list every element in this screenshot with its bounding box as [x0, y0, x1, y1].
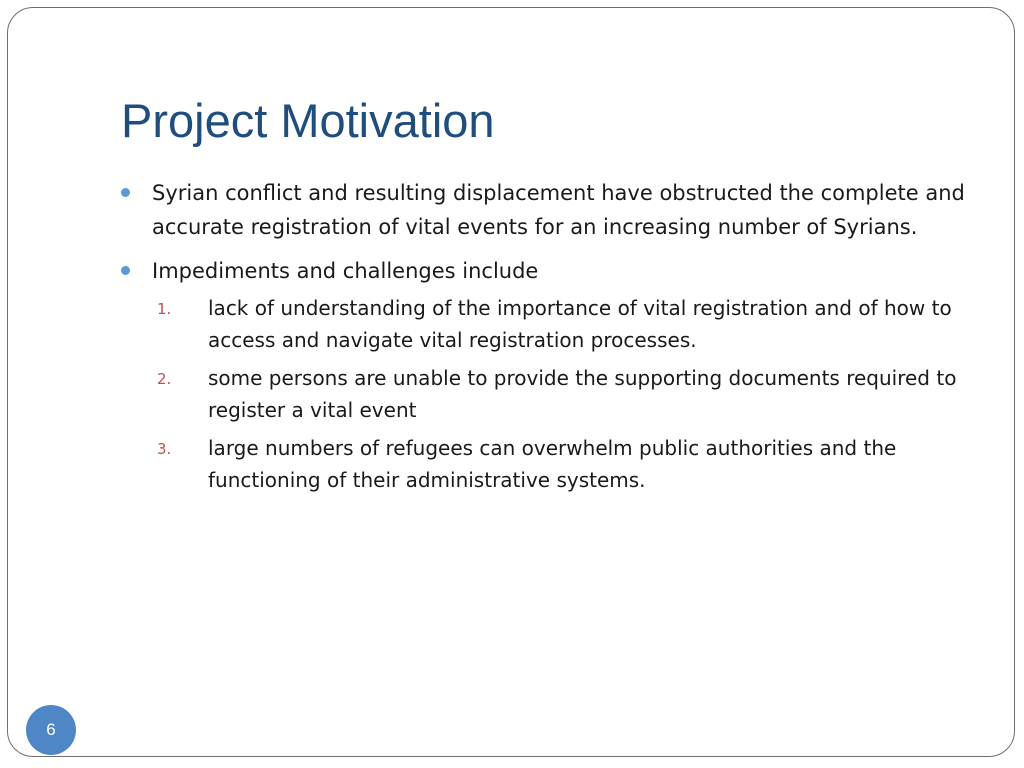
list-item-text: some persons are unable to provide the supporting documents required to register a vital event [208, 366, 957, 422]
bullet-text: Syrian conflict and resulting displacement have obstructed the complete and accurate registration of vital events for an increasing number of Syrians. [152, 181, 965, 239]
bullet-dot-icon [121, 266, 130, 275]
slide-content [121, 176, 981, 502]
list-item [121, 432, 981, 496]
list-number: 2. [157, 370, 172, 388]
list-item-text: large numbers of refugees can overwhelm public authorities and the functioning of their administrative systems. [208, 436, 897, 492]
bullet-text: Impediments and challenges include [152, 259, 539, 283]
bullet-dot-icon [121, 188, 130, 197]
list-number: 1. [157, 300, 172, 318]
list-item-text: lack of understanding of the importance of vital registration and of how to access and navigate vital registration processes. [208, 296, 952, 352]
bullet-item [121, 254, 981, 288]
list-number: 3. [157, 440, 172, 458]
page-number-badge: 6 [26, 705, 76, 755]
numbered-list [121, 292, 981, 496]
list-item [121, 362, 981, 426]
bullet-item [121, 176, 981, 244]
list-item [121, 292, 981, 356]
slide [7, 7, 1015, 757]
slide-title: Project Motivation [121, 94, 495, 147]
